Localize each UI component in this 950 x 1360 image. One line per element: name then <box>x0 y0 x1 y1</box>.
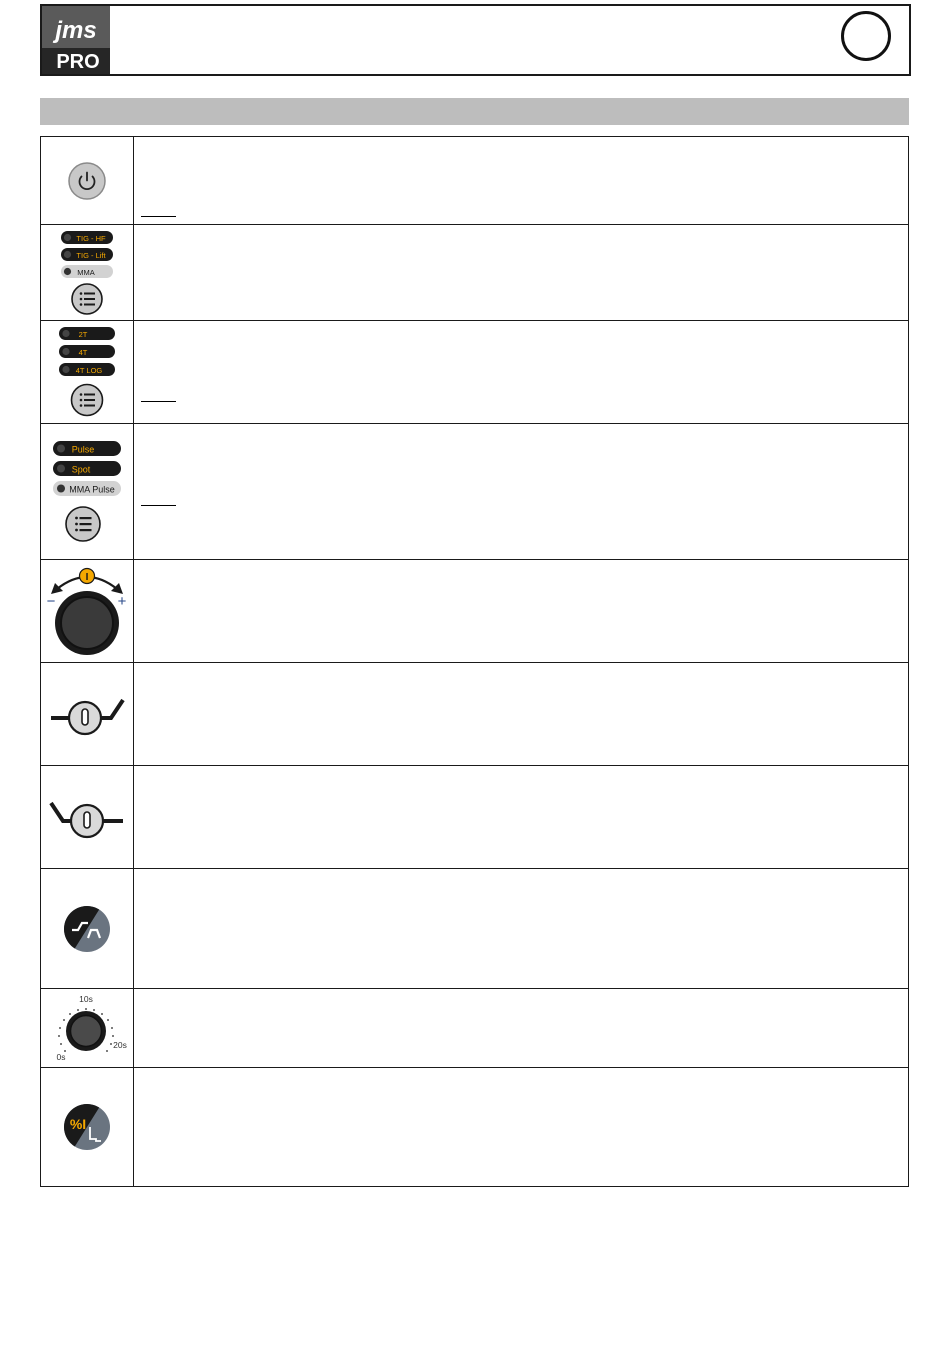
svg-text:Pulse: Pulse <box>71 444 95 454</box>
option-4t-log[interactable] <box>59 363 115 376</box>
page-number-circle <box>841 11 891 61</box>
slope-icon[interactable] <box>41 899 133 959</box>
svg-text:%I: %I <box>69 1116 87 1132</box>
svg-text:Spot: Spot <box>71 464 91 474</box>
option-pulse[interactable] <box>53 441 121 456</box>
icon-cell <box>41 766 134 869</box>
svg-text:−: − <box>46 593 56 610</box>
table-row <box>41 424 909 560</box>
svg-text:PRO: PRO <box>56 51 100 73</box>
trigger-mode-icon[interactable] <box>41 322 133 422</box>
underline-mark <box>141 401 176 402</box>
jms-pro-logo <box>42 6 110 74</box>
description-cell <box>134 663 909 766</box>
svg-text:0s: 0s <box>56 1052 66 1062</box>
svg-text:2T: 2T <box>78 330 88 339</box>
table-row <box>41 869 909 989</box>
svg-text:20s: 20s <box>113 1040 127 1050</box>
menu-button[interactable] <box>66 507 100 541</box>
svg-text:I: I <box>85 572 89 583</box>
controls-table <box>40 136 909 1187</box>
power-button-icon[interactable] <box>57 151 117 211</box>
menu-button[interactable] <box>72 385 103 416</box>
description-cell <box>134 424 909 560</box>
description-cell <box>134 321 909 424</box>
description-cell <box>134 869 909 989</box>
description-cell <box>134 766 909 869</box>
section-title-bar <box>40 98 909 125</box>
svg-text:MMA Pulse: MMA Pulse <box>69 484 115 494</box>
svg-text:+: + <box>117 593 127 610</box>
description-cell <box>134 1068 909 1187</box>
option-tig-lift[interactable] <box>61 248 113 261</box>
icon-cell <box>41 321 134 424</box>
description-cell <box>134 137 909 225</box>
icon-cell <box>41 424 134 560</box>
table-row <box>41 1068 909 1187</box>
option-2t[interactable] <box>59 327 115 340</box>
description-cell <box>134 989 909 1068</box>
description-cell <box>134 560 909 663</box>
icon-cell <box>41 663 134 766</box>
svg-text:TIG - HF: TIG - HF <box>76 233 106 243</box>
svg-text:10s: 10s <box>79 994 93 1004</box>
table-row <box>41 225 909 321</box>
underline-mark <box>141 505 176 506</box>
time-knob-icon[interactable] <box>41 989 133 1067</box>
table-row <box>41 766 909 869</box>
option-mma-pulse[interactable] <box>53 481 121 496</box>
table-row <box>41 663 909 766</box>
menu-button[interactable] <box>72 284 102 314</box>
description-cell <box>134 225 909 321</box>
icon-cell <box>41 1068 134 1187</box>
option-spot[interactable] <box>53 461 121 476</box>
pulse-mode-icon[interactable] <box>41 437 133 547</box>
svg-text:MMA: MMA <box>77 267 95 277</box>
underline-mark <box>141 216 176 217</box>
page-header <box>40 4 911 76</box>
option-4t[interactable] <box>59 345 115 358</box>
table-row <box>41 560 909 663</box>
icon-cell <box>41 989 134 1068</box>
option-tig-hf[interactable] <box>61 231 113 244</box>
table-row <box>41 321 909 424</box>
option-mma[interactable] <box>61 265 113 278</box>
process-select-icon[interactable] <box>41 226 133 320</box>
svg-text:4T LOG: 4T LOG <box>75 366 103 375</box>
icon-cell <box>41 137 134 225</box>
icon-cell <box>41 560 134 663</box>
svg-text:TIG - Lift: TIG - Lift <box>76 250 106 260</box>
table-row <box>41 989 909 1068</box>
svg-text:4T: 4T <box>78 348 88 357</box>
table-row <box>41 137 909 225</box>
icon-cell <box>41 225 134 321</box>
current-knob-icon[interactable] <box>41 561 133 661</box>
post-gas-icon[interactable] <box>41 787 133 847</box>
svg-text:jms: jms <box>55 17 97 44</box>
icon-cell <box>41 869 134 989</box>
crater-current-icon[interactable] <box>41 1097 133 1157</box>
pre-gas-icon[interactable] <box>41 684 133 744</box>
